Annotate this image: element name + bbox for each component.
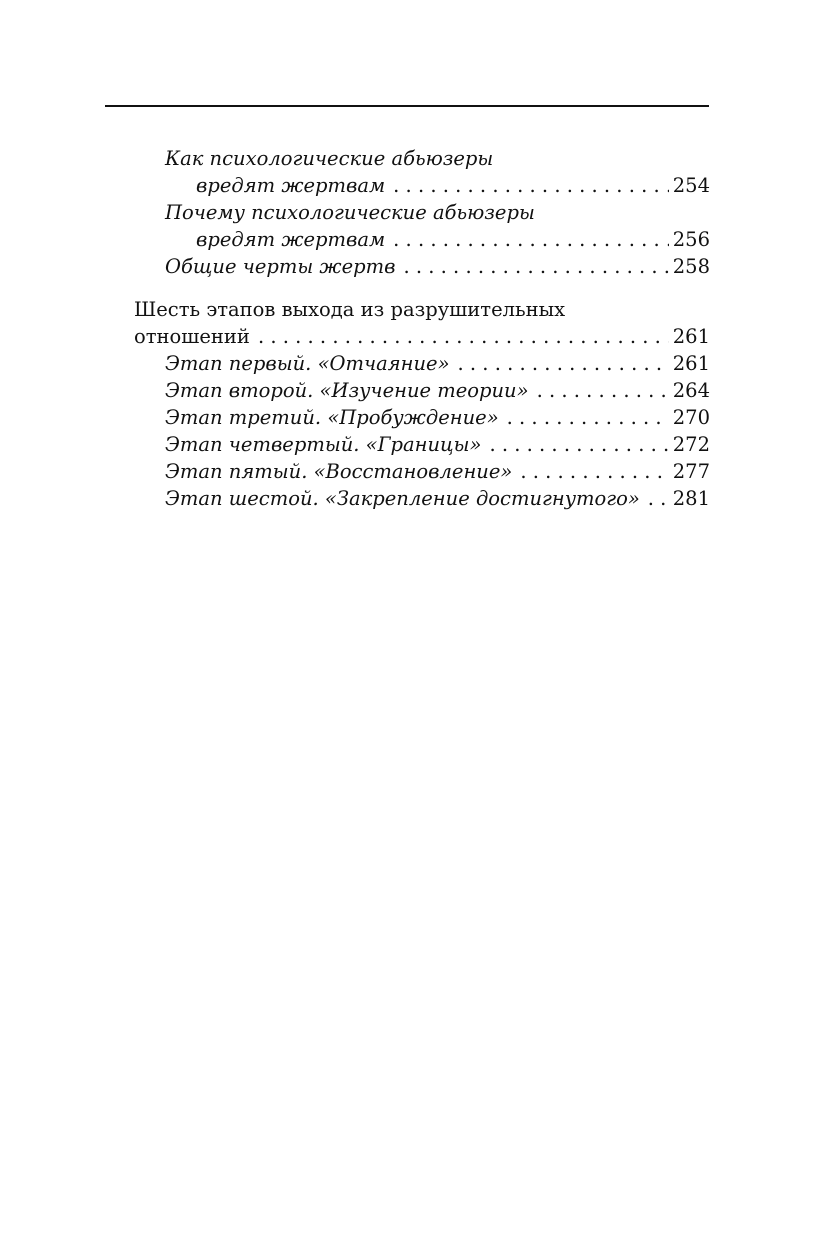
dot-leader	[393, 226, 669, 254]
chapter-entry[interactable]	[134, 323, 710, 351]
page-number: 258	[672, 255, 710, 278]
toc-entry-title: Этап шестой. «Закрепление достигнутого»	[165, 487, 640, 510]
toc-entry[interactable]	[196, 172, 710, 200]
page-number: 256	[672, 228, 710, 251]
top-rule	[105, 105, 709, 107]
page-number: 277	[672, 460, 710, 483]
chapter-title-line	[134, 296, 710, 324]
toc-entry-title: Этап первый. «Отчаяние»	[165, 352, 450, 375]
dot-leader	[489, 431, 668, 459]
toc-entry[interactable]	[165, 404, 710, 432]
toc-entry-title: Общие черты жертв	[165, 255, 396, 278]
toc-entry-title: вредят жертвам	[196, 174, 386, 197]
toc-entry[interactable]	[165, 350, 710, 378]
chapter-title: отношений	[134, 325, 250, 348]
page-number: 261	[672, 352, 710, 375]
toc-entry-title: Этап третий. «Пробуждение»	[165, 406, 499, 429]
dot-leader	[393, 172, 669, 200]
dot-leader	[458, 350, 669, 378]
page-number: 272	[672, 433, 710, 456]
toc-entry[interactable]	[196, 226, 710, 254]
dot-leader	[507, 404, 669, 432]
toc-entry[interactable]	[165, 377, 710, 405]
toc-entry-title: Как психологические абьюзеры	[165, 147, 494, 170]
dot-leader	[537, 377, 669, 405]
toc-entry-title: Этап пятый. «Восстановление»	[165, 460, 513, 483]
toc-entry[interactable]	[165, 253, 710, 281]
toc-entry-title: вредят жертвам	[196, 228, 386, 251]
page-number: 254	[672, 174, 710, 197]
page-number: 261	[672, 325, 710, 348]
toc-entry[interactable]	[165, 431, 710, 459]
dot-leader	[648, 485, 669, 513]
page-number: 281	[672, 487, 710, 510]
page-number: 264	[672, 379, 710, 402]
toc-entry-line	[165, 199, 710, 227]
page-number: 270	[672, 406, 710, 429]
toc-entry-title: Этап четвертый. «Границы»	[165, 433, 482, 456]
dot-leader	[258, 323, 669, 351]
dot-leader	[520, 458, 668, 486]
toc-entry[interactable]	[165, 458, 710, 486]
toc-entry[interactable]	[165, 485, 710, 513]
toc-entry-line	[165, 145, 710, 173]
dot-leader	[403, 253, 668, 281]
toc-entry-title: Этап второй. «Изучение теории»	[165, 379, 529, 402]
chapter-title: Шесть этапов выхода из разрушительных	[134, 298, 566, 321]
toc-entry-title: Почему психологические абьюзеры	[165, 201, 535, 224]
